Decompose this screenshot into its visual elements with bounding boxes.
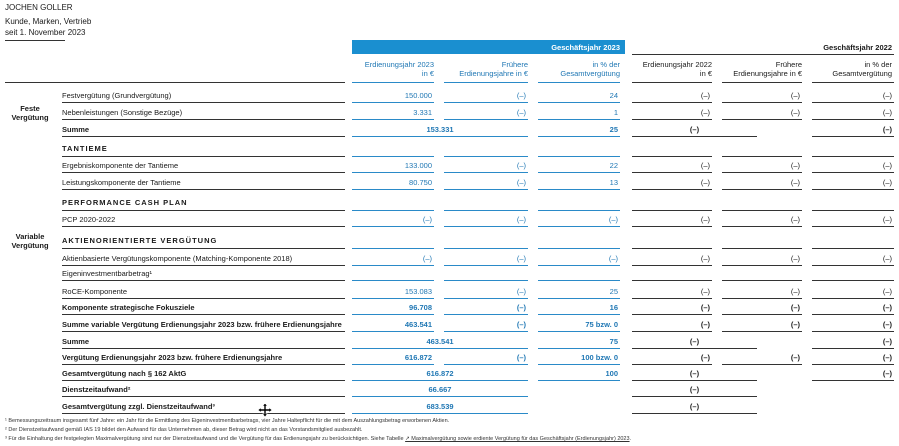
row-rule-summe2-c0 xyxy=(352,348,528,349)
cell-fest-0: 150.000 xyxy=(404,91,432,100)
cell-summevar-0: 463.541 xyxy=(404,320,432,329)
row-rule-summe1 xyxy=(62,136,345,137)
cell-gesamt-0: 616.872 xyxy=(426,369,454,378)
row-rule-neben-c2 xyxy=(538,119,620,120)
cell-pcp2022-0: (–) xyxy=(422,215,432,224)
row-rule-fest-c3 xyxy=(632,102,712,103)
row-rule-aktienbasiert xyxy=(62,265,345,266)
row-rule-eigen xyxy=(62,280,345,281)
row-rule-summe2-c2 xyxy=(632,348,757,349)
row-rule-roce-c0 xyxy=(352,298,434,299)
cell-summe1-3: (–) xyxy=(882,125,892,134)
col-head-6: in % der Gesamtvergütung xyxy=(832,60,892,78)
person-role: Kunde, Marken, Vertrieb xyxy=(5,17,92,26)
row-rule-gesamt-c3 xyxy=(812,380,894,381)
cell-roce-4: (–) xyxy=(790,287,800,296)
cell-summe2-3: (–) xyxy=(882,337,892,346)
row-label-leistung: Leistungskomponente der Tantieme xyxy=(62,178,181,187)
cell-summe1-1: 25 xyxy=(609,125,618,134)
row-label-gesamtdienst: Gesamtvergütung zzgl. Dienstzeitaufwand³ xyxy=(62,402,215,411)
section-rule-tantieme-c2 xyxy=(538,156,620,157)
row-rule-verg2023-c4 xyxy=(722,364,802,365)
previous-year-rule xyxy=(632,54,894,55)
row-label-aktienbasiert: Aktienbasierte Vergütungskomponente (Matching-Komponente 2018) xyxy=(62,254,293,263)
row-rule-summevar-c3 xyxy=(632,331,712,332)
row-rule-gesamt xyxy=(62,380,345,381)
head-rule-c4 xyxy=(632,82,712,83)
section-rule-tantieme xyxy=(62,156,345,157)
col-head-2: Frühere Erdienungsjahre in € xyxy=(459,60,528,78)
cell-leistung-5: (–) xyxy=(882,178,892,187)
cell-fokus-5: (–) xyxy=(882,303,892,312)
row-rule-roce-c3 xyxy=(632,298,712,299)
row-rule-roce-c2 xyxy=(538,298,620,299)
row-label-fokus: Komponente strategische Fokusziele xyxy=(62,303,195,312)
cell-leistung-4: (–) xyxy=(790,178,800,187)
cell-neben-2: 1 xyxy=(613,108,618,117)
row-rule-neben-c5 xyxy=(812,119,894,120)
row-rule-summe2 xyxy=(62,348,345,349)
cell-roce-3: (–) xyxy=(700,287,710,296)
row-rule-dienst-c0 xyxy=(352,396,528,397)
section-rule-pcp-c3 xyxy=(632,210,712,211)
head-rule-c5 xyxy=(722,82,802,83)
section-rule-aktien-c3 xyxy=(632,248,712,249)
row-rule-summe1-c2 xyxy=(632,136,757,137)
row-label-summevar: Summe variable Vergütung Erdienungsjahr 2023 bzw. frühere Erdienungsjahre xyxy=(62,320,342,329)
cell-roce-1: (–) xyxy=(516,287,526,296)
row-rule-aktienbasiert-c2 xyxy=(538,265,620,266)
cell-summe2-1: 75 xyxy=(609,337,618,346)
cell-neben-5: (–) xyxy=(882,108,892,117)
previous-year-label: Geschäftsjahr 2022 xyxy=(823,43,892,52)
cell-fokus-1: (–) xyxy=(516,303,526,312)
row-rule-neben-c0 xyxy=(352,119,434,120)
cell-summevar-3: (–) xyxy=(700,320,710,329)
cell-verg2023-1: (–) xyxy=(516,353,526,362)
row-label-pcp2022: PCP 2020-2022 xyxy=(62,215,116,224)
cell-summe1-0: 153.331 xyxy=(426,125,454,134)
cell-pcp2022-1: (–) xyxy=(516,215,526,224)
cell-roce-5: (–) xyxy=(882,287,892,296)
row-rule-leistung-c4 xyxy=(722,189,802,190)
row-rule-eigen-c2 xyxy=(538,280,620,281)
cell-fokus-0: 96.708 xyxy=(409,303,432,312)
row-rule-dienst-c1 xyxy=(632,396,757,397)
section-rule-pcp-c5 xyxy=(812,210,894,211)
row-label-neben: Nebenleistungen (Sonstige Bezüge) xyxy=(62,108,183,117)
row-rule-gesamtdienst-c0 xyxy=(352,413,528,414)
current-year-label: Geschäftsjahr 2023 xyxy=(551,43,620,52)
section-tantieme: TANTIEME xyxy=(62,144,108,153)
row-rule-aktienbasiert-c1 xyxy=(444,265,528,266)
section-rule-aktien xyxy=(62,248,345,249)
row-rule-fest-c4 xyxy=(722,102,802,103)
section-rule-aktien-c1 xyxy=(444,248,528,249)
cell-gesamt-3: (–) xyxy=(882,369,892,378)
cell-summevar-2: 75 bzw. 0 xyxy=(585,320,618,329)
row-rule-aktienbasiert-c3 xyxy=(632,265,712,266)
row-rule-summevar-c5 xyxy=(812,331,894,332)
cell-aktienbasiert-5: (–) xyxy=(882,254,892,263)
cell-roce-2: 25 xyxy=(609,287,618,296)
row-rule-fest-c5 xyxy=(812,102,894,103)
footnote-1: ¹ Bemessungszeitraum insgesamt fünf Jahre: ein Jahr für die Ermittlung des Eigeninvestmentbarbetrags, vier Jahre Haltepflicht für die mit dem Auszahlungsbetrag erworbenen Aktien. xyxy=(5,418,450,424)
row-rule-ergebnis-c5 xyxy=(812,172,894,173)
cell-fest-2: 24 xyxy=(609,91,618,100)
row-rule-eigen-c0 xyxy=(352,280,434,281)
head-rule-c6 xyxy=(812,82,894,83)
row-label-ergebnis: Ergebniskomponente der Tantieme xyxy=(62,161,179,170)
cell-pcp2022-2: (–) xyxy=(608,215,618,224)
head-rule-c3 xyxy=(538,82,620,83)
section-rule-aktien-c5 xyxy=(812,248,894,249)
cell-aktienbasiert-3: (–) xyxy=(700,254,710,263)
row-rule-aktienbasiert-c4 xyxy=(722,265,802,266)
row-rule-leistung-c5 xyxy=(812,189,894,190)
section-aktien: AKTIENORIENTIERTE VERGÜTUNG xyxy=(62,236,218,245)
row-rule-gesamtdienst-c1 xyxy=(632,413,757,414)
section-rule-pcp-c1 xyxy=(444,210,528,211)
row-rule-summe1-c3 xyxy=(812,136,894,137)
row-label-gesamt: Gesamtvergütung nach § 162 AktG xyxy=(62,369,187,378)
cell-ergebnis-0: 133.000 xyxy=(404,161,432,170)
row-rule-eigen-c3 xyxy=(632,280,712,281)
cell-verg2023-3: (–) xyxy=(700,353,710,362)
row-rule-fokus-c2 xyxy=(538,314,620,315)
head-rule-c1 xyxy=(352,82,434,83)
cell-verg2023-4: (–) xyxy=(790,353,800,362)
row-rule-leistung-c2 xyxy=(538,189,620,190)
row-rule-neben-c4 xyxy=(722,119,802,120)
row-rule-fest-c2 xyxy=(538,102,620,103)
cell-ergebnis-3: (–) xyxy=(700,161,710,170)
col-head-5: Frühere Erdienungsjahre in € xyxy=(733,60,802,78)
cell-ergebnis-5: (–) xyxy=(882,161,892,170)
row-rule-pcp2022-c2 xyxy=(538,226,620,227)
cell-ergebnis-1: (–) xyxy=(516,161,526,170)
row-rule-gesamt-c2 xyxy=(632,380,757,381)
cell-dienst-0: 66.667 xyxy=(428,385,452,394)
section-rule-pcp-c4 xyxy=(722,210,802,211)
row-rule-verg2023-c3 xyxy=(632,364,712,365)
section-rule-tantieme-c0 xyxy=(352,156,434,157)
row-rule-dienst xyxy=(62,396,345,397)
row-label-dienst: Dienstzeitaufwand² xyxy=(62,385,131,394)
row-label-roce: RoCE-Komponente xyxy=(62,287,128,296)
cell-leistung-3: (–) xyxy=(700,178,710,187)
head-rule-left xyxy=(5,82,345,83)
row-rule-summevar-c4 xyxy=(722,331,802,332)
move-cursor-icon xyxy=(258,403,272,417)
row-rule-roce-c1 xyxy=(444,298,528,299)
cell-verg2023-5: (–) xyxy=(882,353,892,362)
row-rule-verg2023-c2 xyxy=(538,364,620,365)
row-rule-summevar-c0 xyxy=(352,331,434,332)
cell-summe1-2: (–) xyxy=(689,125,700,134)
row-rule-pcp2022-c0 xyxy=(352,226,434,227)
section-rule-tantieme-c4 xyxy=(722,156,802,157)
cell-leistung-2: 13 xyxy=(609,178,618,187)
section-rule-aktien-c2 xyxy=(538,248,620,249)
cell-gesamt-1: 100 xyxy=(605,369,618,378)
row-rule-neben-c1 xyxy=(444,119,528,120)
cell-fokus-4: (–) xyxy=(790,303,800,312)
row-rule-verg2023-c0 xyxy=(352,364,434,365)
row-rule-verg2023-c5 xyxy=(812,364,894,365)
head-rule-c2 xyxy=(444,82,528,83)
row-rule-fest xyxy=(62,102,345,103)
cell-aktienbasiert-0: (–) xyxy=(422,254,432,263)
row-rule-fokus-c1 xyxy=(444,314,528,315)
section-rule-tantieme-c1 xyxy=(444,156,528,157)
row-rule-pcp2022-c4 xyxy=(722,226,802,227)
cell-summe2-0: 463.541 xyxy=(426,337,454,346)
cell-verg2023-0: 616.872 xyxy=(404,353,432,362)
row-label-summe1: Summe xyxy=(62,125,90,134)
section-rule-pcp-c0 xyxy=(352,210,434,211)
row-rule-eigen-c5 xyxy=(812,280,894,281)
cell-aktienbasiert-2: (–) xyxy=(608,254,618,263)
header-rule xyxy=(5,40,65,41)
row-label-eigen: Eigeninvestmentbarbetrag¹ xyxy=(62,269,153,278)
group-variable: Variable Vergütung xyxy=(11,232,49,250)
row-rule-gesamt-c0 xyxy=(352,380,528,381)
row-rule-eigen-c4 xyxy=(722,280,802,281)
col-head-3: in % der Gesamtvergütung xyxy=(560,60,620,78)
row-rule-summe1-c0 xyxy=(352,136,528,137)
row-rule-fest-c1 xyxy=(444,102,528,103)
row-rule-verg2023-c1 xyxy=(444,364,528,365)
cell-aktienbasiert-1: (–) xyxy=(516,254,526,263)
row-rule-ergebnis-c1 xyxy=(444,172,528,173)
row-rule-ergebnis xyxy=(62,172,345,173)
row-label-verg2023: Vergütung Erdienungsjahr 2023 bzw. frühere Erdienungsjahre xyxy=(62,353,283,362)
section-rule-pcp-c2 xyxy=(538,210,620,211)
row-rule-pcp2022-c1 xyxy=(444,226,528,227)
row-rule-leistung xyxy=(62,189,345,190)
cell-pcp2022-5: (–) xyxy=(882,215,892,224)
cell-gesamt-2: (–) xyxy=(689,369,700,378)
row-rule-neben xyxy=(62,119,345,120)
row-rule-summe1-c1 xyxy=(538,136,620,137)
cell-gesamtdienst-1: (–) xyxy=(689,402,700,411)
cell-gesamtdienst-0: 683.539 xyxy=(426,402,454,411)
row-rule-leistung-c0 xyxy=(352,189,434,190)
row-rule-aktienbasiert-c0 xyxy=(352,265,434,266)
footnote-2: ² Der Dienstzeitaufwand gemäß IAS 19 bildet den Aufwand für das Unternehmen ab, dieser Betrag wird nicht an das Vorstandsmitglied ausbezahlt. xyxy=(5,427,363,433)
cell-fokus-3: (–) xyxy=(700,303,710,312)
row-rule-fokus-c3 xyxy=(632,314,712,315)
cell-summevar-4: (–) xyxy=(790,320,800,329)
row-rule-neben-c3 xyxy=(632,119,712,120)
section-pcp: PERFORMANCE CASH PLAN xyxy=(62,198,188,207)
cell-dienst-1: (–) xyxy=(689,385,700,394)
row-rule-fokus xyxy=(62,314,345,315)
row-rule-leistung-c3 xyxy=(632,189,712,190)
cell-summevar-5: (–) xyxy=(882,320,892,329)
cell-verg2023-2: 100 bzw. 0 xyxy=(581,353,618,362)
row-rule-summe2-c1 xyxy=(538,348,620,349)
cell-fest-5: (–) xyxy=(882,91,892,100)
section-rule-tantieme-c3 xyxy=(632,156,712,157)
cell-pcp2022-3: (–) xyxy=(700,215,710,224)
row-rule-gesamtdienst xyxy=(62,413,345,414)
row-rule-verg2023 xyxy=(62,364,345,365)
row-rule-summevar-c2 xyxy=(538,331,620,332)
col-head-4: Erdienungsjahr 2022 in € xyxy=(642,60,712,78)
cell-neben-0: 3.331 xyxy=(413,108,432,117)
person-name: JOCHEN GOLLER xyxy=(5,3,73,12)
row-label-summe2: Summe xyxy=(62,337,90,346)
row-rule-ergebnis-c3 xyxy=(632,172,712,173)
cell-roce-0: 153.083 xyxy=(404,287,432,296)
cell-neben-1: (–) xyxy=(516,108,526,117)
cell-ergebnis-4: (–) xyxy=(790,161,800,170)
group-fixed: Feste Vergütung xyxy=(11,104,49,122)
row-rule-summe2-c3 xyxy=(812,348,894,349)
section-rule-tantieme-c5 xyxy=(812,156,894,157)
row-rule-pcp2022-c5 xyxy=(812,226,894,227)
max-compensation-link[interactable]: ↗ Maximalvergütung sowie erdiente Vergütung für das Geschäftsjahr (Erdienungsjahr) 2023 xyxy=(405,436,630,442)
cell-neben-3: (–) xyxy=(700,108,710,117)
cell-summevar-1: (–) xyxy=(516,320,526,329)
cell-leistung-1: (–) xyxy=(516,178,526,187)
row-rule-summevar-c1 xyxy=(444,331,528,332)
row-rule-roce xyxy=(62,298,345,299)
cell-pcp2022-4: (–) xyxy=(790,215,800,224)
cell-aktienbasiert-4: (–) xyxy=(790,254,800,263)
row-rule-roce-c5 xyxy=(812,298,894,299)
row-rule-pcp2022-c3 xyxy=(632,226,712,227)
row-rule-pcp2022 xyxy=(62,226,345,227)
row-rule-roce-c4 xyxy=(722,298,802,299)
row-rule-summevar xyxy=(62,331,345,332)
person-since: seit 1. November 2023 xyxy=(5,28,86,37)
section-rule-aktien-c4 xyxy=(722,248,802,249)
row-rule-ergebnis-c2 xyxy=(538,172,620,173)
row-rule-fest-c0 xyxy=(352,102,434,103)
cell-fokus-2: 16 xyxy=(609,303,618,312)
row-rule-fokus-c5 xyxy=(812,314,894,315)
row-rule-ergebnis-c0 xyxy=(352,172,434,173)
row-rule-leistung-c1 xyxy=(444,189,528,190)
cell-summe2-2: (–) xyxy=(689,337,700,346)
cell-ergebnis-2: 22 xyxy=(609,161,618,170)
row-rule-fokus-c4 xyxy=(722,314,802,315)
col-head-1: Erdienungsjahr 2023 in € xyxy=(364,60,434,78)
row-rule-fokus-c0 xyxy=(352,314,434,315)
row-rule-ergebnis-c4 xyxy=(722,172,802,173)
row-rule-eigen-c1 xyxy=(444,280,528,281)
row-rule-gesamt-c1 xyxy=(538,380,620,381)
cell-fest-3: (–) xyxy=(700,91,710,100)
section-rule-aktien-c0 xyxy=(352,248,434,249)
cell-neben-4: (–) xyxy=(790,108,800,117)
footnote-3: ³ Für die Einhaltung der festgelegten Maximalvergütung sind nur der Dienstzeitaufwand und die Vergütung für das Erdienungsjahr zu berücksichtigen. Siehe Tabelle ↗ Maximalvergütung sowie erdiente Vergütung für das Geschäftsjahr (Erdienungsjahr) 2023. xyxy=(5,436,632,442)
section-rule-pcp xyxy=(62,210,345,211)
row-label-fest: Festvergütung (Grundvergütung) xyxy=(62,91,172,100)
cell-fest-4: (–) xyxy=(790,91,800,100)
cell-leistung-0: 80.750 xyxy=(409,178,432,187)
cell-fest-1: (–) xyxy=(516,91,526,100)
row-rule-aktienbasiert-c5 xyxy=(812,265,894,266)
